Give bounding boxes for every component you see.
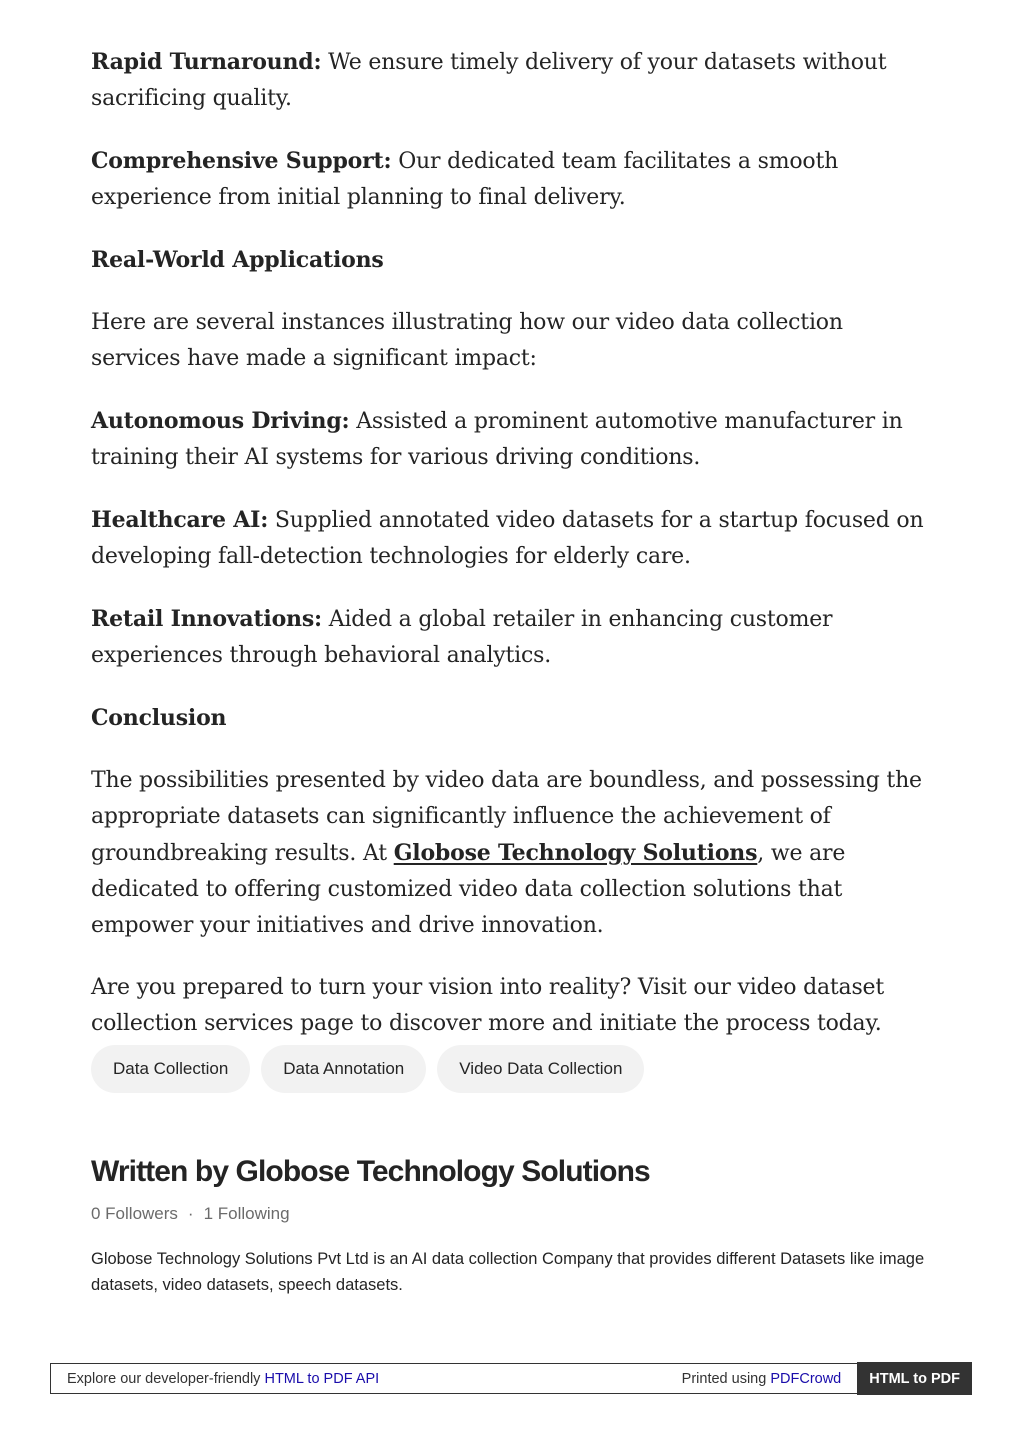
pdfbar-left (51, 1371, 682, 1387)
applications-heading (91, 242, 936, 279)
pdfcrowd-footer-bar (50, 1363, 972, 1394)
conclusion-heading-text: Conclusion (91, 705, 227, 731)
follow-stats (91, 1204, 936, 1224)
autonomous-driving-label: Autonomous Driving: (91, 408, 350, 434)
conclusion-text-before: The possibilities presented by video data are boundless, and possessing the appropriate datasets can significantly influence the achievement of groundbreaking results. At (91, 768, 922, 866)
retail-innovations-label: Retail Innovations: (91, 606, 322, 632)
following-link[interactable]: 1 Following (203, 1204, 290, 1223)
conclusion-text-after: , we are dedicated to offering customized video data collection solutions that empower your initiatives and drive innovation. (91, 841, 846, 938)
conclusion-heading (91, 700, 936, 737)
tag-video-data-collection[interactable]: Video Data Collection (437, 1045, 644, 1093)
autonomous-driving-paragraph (91, 403, 936, 476)
rapid-turnaround-label: Rapid Turnaround: (91, 49, 322, 75)
comprehensive-support-text: Our dedicated team facilitates a smooth experience from initial planning to final delivery. (91, 149, 839, 210)
explore-text: Explore our developer-friendly (67, 1370, 265, 1387)
author-bio: Globose Technology Solutions Pvt Ltd is an AI data collection Company that provides different Datasets like image datasets, video datasets, speech datasets. (91, 1250, 925, 1294)
author-section (91, 1150, 936, 1298)
author-title[interactable]: Written by Globose Technology Solutions (91, 1155, 650, 1188)
healthcare-ai-label: Healthcare AI: (91, 507, 269, 533)
retail-innovations-text: Aided a global retailer in enhancing customer experiences through behavioral analytics. (91, 607, 833, 668)
applications-intro: Here are several instances illustrating how our video data collection services have made a significant impact: (91, 310, 843, 371)
separator-dot: · (187, 1204, 194, 1223)
html-to-pdf-api-link[interactable]: HTML to PDF API (264, 1370, 380, 1387)
tag-list (91, 1045, 644, 1093)
healthcare-ai-paragraph (91, 502, 936, 575)
autonomous-driving-text: Assisted a prominent automotive manufacturer in training their AI systems for various driving conditions. (91, 409, 903, 470)
tag-data-annotation[interactable]: Data Annotation (261, 1045, 426, 1093)
followers-link[interactable]: 0 Followers (91, 1204, 178, 1223)
pdfcrowd-link[interactable]: PDFCrowd (770, 1370, 842, 1387)
comprehensive-support-label: Comprehensive Support: (91, 148, 392, 174)
printed-using-text: Printed using (681, 1370, 771, 1387)
comprehensive-support-paragraph (91, 143, 936, 216)
rapid-turnaround-paragraph (91, 44, 936, 117)
article-body (91, 44, 936, 1068)
call-to-action-paragraph: Are you prepared to turn your vision into reality? Visit our video dataset collection services page to discover more and initiate the process today. (91, 975, 885, 1036)
applications-heading-text: Real-World Applications (91, 247, 384, 273)
globose-link[interactable]: Globose Technology Solutions (393, 840, 758, 866)
pdfbar-right (682, 1371, 858, 1387)
conclusion-paragraph (91, 763, 936, 944)
rapid-turnaround-text: We ensure timely delivery of your datasets without sacrificing quality. (91, 50, 887, 111)
retail-innovations-paragraph (91, 601, 936, 674)
healthcare-ai-text: Supplied annotated video datasets for a startup focused on developing fall-detection technologies for elderly care. (91, 508, 924, 569)
html-to-pdf-button[interactable]: HTML to PDF (857, 1362, 972, 1395)
tag-data-collection[interactable]: Data Collection (91, 1045, 250, 1093)
